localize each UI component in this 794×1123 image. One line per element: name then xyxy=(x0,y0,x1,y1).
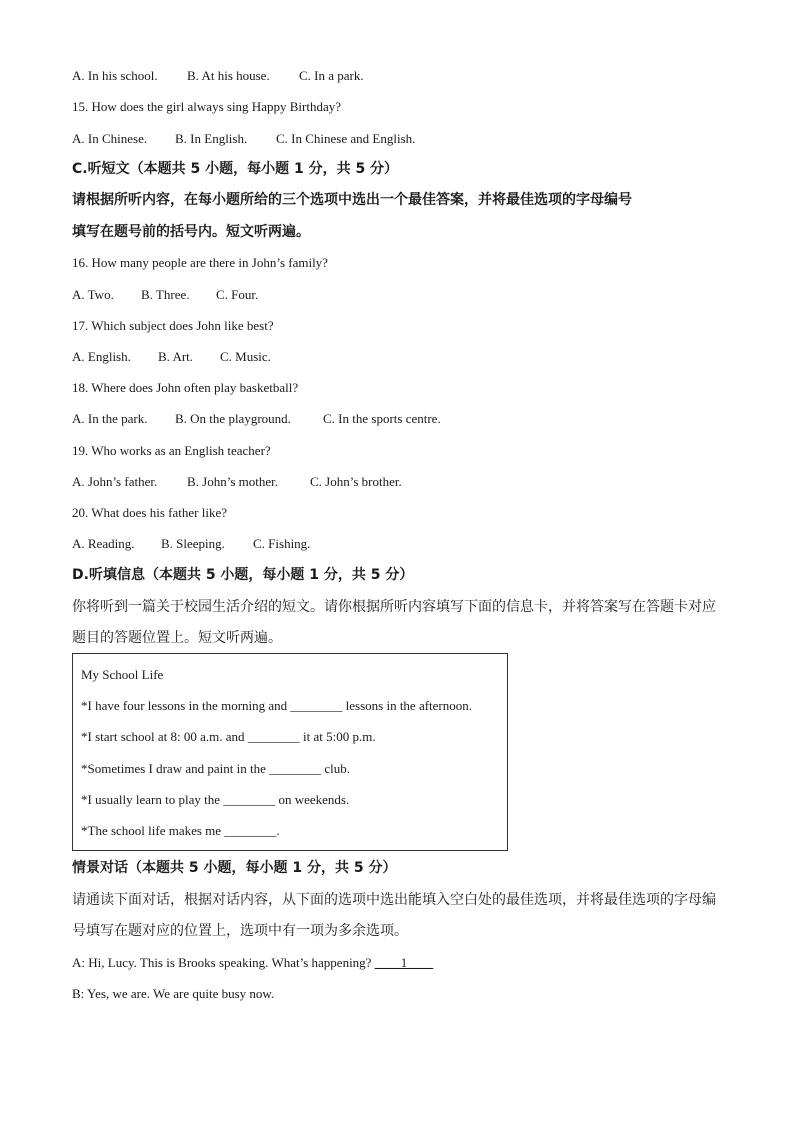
q16-question: 16. How many people are there in John’s family? xyxy=(72,255,328,270)
q17-option-c: C. Music. xyxy=(220,349,271,364)
q15-option-b: B. In English. xyxy=(175,131,248,146)
dialogue-line-a xyxy=(72,954,433,972)
q16-options xyxy=(72,286,258,304)
q15-option-a: A. In Chinese. xyxy=(72,131,148,146)
info-card xyxy=(72,653,508,851)
section-d-instruction-1: 你将听到一篇关于校园生活介绍的短文。请你根据所听内容填写下面的信息卡，并将答案写在答题卡对应 xyxy=(72,599,716,615)
section-c-title: C.听短文（本题共 5 小题，每小题 1 分，共 5 分） xyxy=(72,161,399,177)
q17-question: 17. Which subject does John like best? xyxy=(72,318,274,333)
q15-question: 15. How does the girl always sing Happy Birthday? xyxy=(72,99,341,114)
q18-option-a: A. In the park. xyxy=(72,411,148,426)
q19-option-b: B. John’s mother. xyxy=(187,474,279,489)
q18-option-b: B. On the playground. xyxy=(175,411,291,426)
info-card-line-1: *I have four lessons in the morning and ________ lessons in the afternoon. xyxy=(81,698,473,713)
q18-options xyxy=(72,410,441,428)
q15-option-c: C. In Chinese and English. xyxy=(276,131,416,146)
section-d-title: D.听填信息（本题共 5 小题，每小题 1 分，共 5 分） xyxy=(72,567,414,583)
q16-option-c: C. Four. xyxy=(216,287,259,302)
section-e-instruction-2: 号填写在题对应的位置上，选项中有一项为多余选项。 xyxy=(72,923,408,939)
q17-option-b: B. Art. xyxy=(158,349,194,364)
dialogue-blank-1: ____1____ xyxy=(374,955,434,970)
q20-option-b: B. Sleeping. xyxy=(161,536,225,551)
q16-option-a: A. Two. xyxy=(72,287,114,302)
q20-question: 20. What does his father like? xyxy=(72,505,227,520)
q20-options xyxy=(72,535,310,553)
dialogue-line-a-text: A: Hi, Lucy. This is Brooks speaking. What’s happening? xyxy=(72,955,372,970)
q14-option-a: A. In his school. xyxy=(72,68,158,83)
q16-option-b: B. Three. xyxy=(141,287,190,302)
section-e-instruction-1: 请通读下面对话，根据对话内容，从下面的选项中选出能填入空白处的最佳选项，并将最佳选项的字母编 xyxy=(72,892,716,908)
info-card-title: My School Life xyxy=(81,667,164,682)
info-card-line-2: *I start school at 8: 00 a.m. and ________ it at 5:00 p.m. xyxy=(81,729,376,744)
q18-question: 18. Where does John often play basketball? xyxy=(72,380,299,395)
q14-options xyxy=(72,67,364,85)
q17-option-a: A. English. xyxy=(72,349,131,364)
q19-option-c: C. John’s brother. xyxy=(310,474,402,489)
section-e-title: 情景对话（本题共 5 小题，每小题 1 分，共 5 分） xyxy=(72,860,397,876)
q17-options xyxy=(72,348,271,366)
dialogue-line-b: B: Yes, we are. We are quite busy now. xyxy=(72,986,275,1001)
info-card-line-3: *Sometimes I draw and paint in the ________ club. xyxy=(81,761,350,776)
q19-option-a: A. John’s father. xyxy=(72,474,158,489)
section-d-instruction-2: 题目的答题位置上。短文听两遍。 xyxy=(72,630,282,646)
q19-question: 19. Who works as an English teacher? xyxy=(72,443,271,458)
q15-options xyxy=(72,130,415,148)
q20-option-a: A. Reading. xyxy=(72,536,135,551)
q14-option-c: C. In a park. xyxy=(299,68,364,83)
info-card-line-4: *I usually learn to play the ________ on weekends. xyxy=(81,792,350,807)
q19-options xyxy=(72,473,402,491)
q18-option-c: C. In the sports centre. xyxy=(323,411,441,426)
info-card-line-5: *The school life makes me ________. xyxy=(81,823,280,838)
section-c-instruction-1: 请根据所听内容，在每小题所给的三个选项中选出一个最佳答案，并将最佳选项的字母编号 xyxy=(72,192,632,208)
q14-option-b: B. At his house. xyxy=(187,68,270,83)
section-c-instruction-2: 填写在题号前的括号内。短文听两遍。 xyxy=(72,224,310,240)
q20-option-c: C. Fishing. xyxy=(253,536,311,551)
